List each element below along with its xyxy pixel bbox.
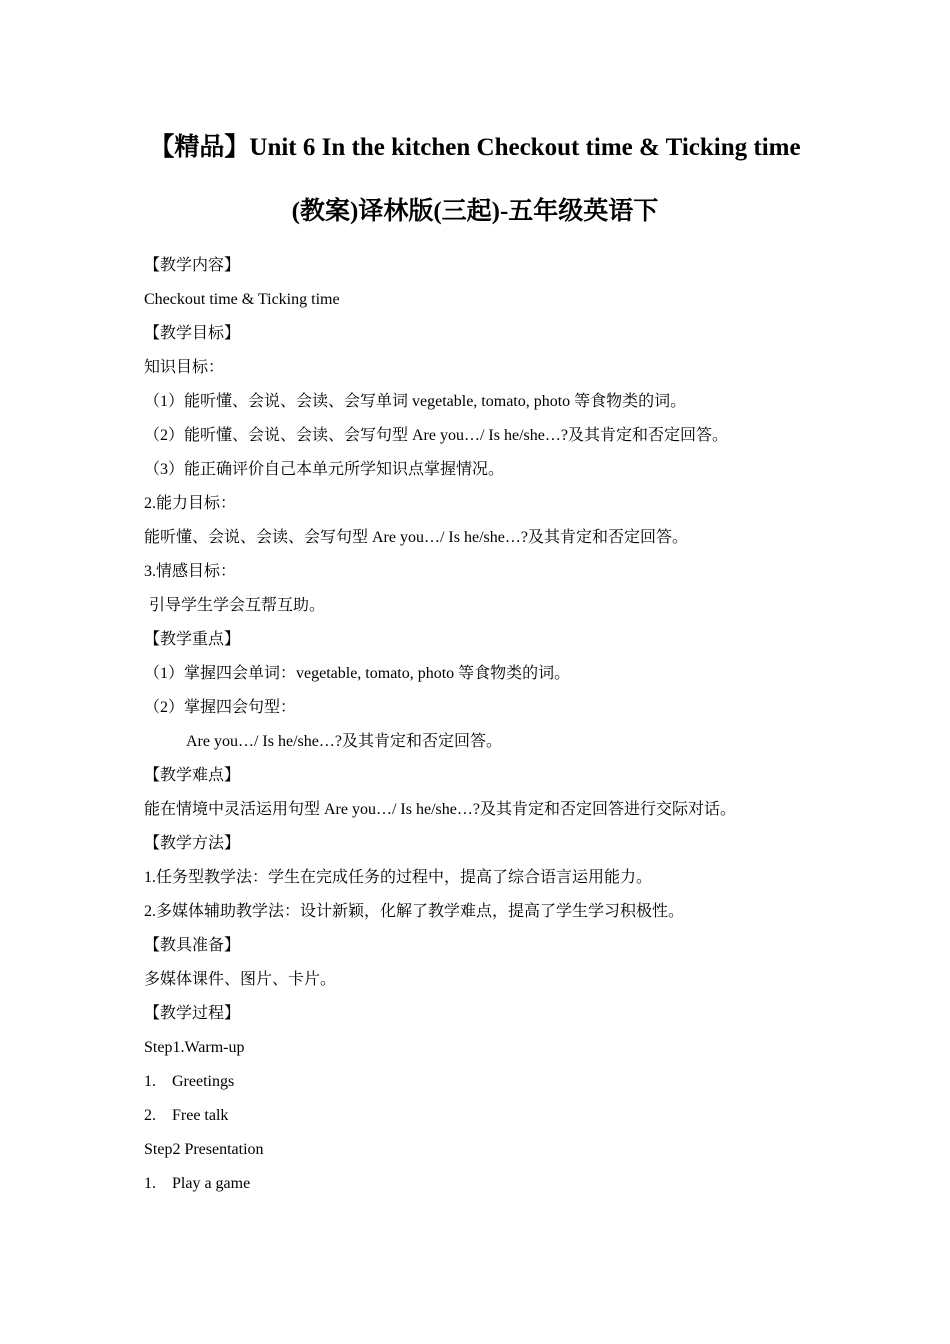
paragraph: 能在情境中灵活运用句型 Are you…/ Is he/she…?及其肯定和否定回答进行交际对话。 xyxy=(144,801,736,818)
section-heading-difficulties: 【教学难点】 xyxy=(144,767,241,784)
list-number: 1. xyxy=(144,1073,156,1090)
paragraph: 能听懂、会说、会读、会写句型 Are you…/ Is he/she…?及其肯定和否定回答。 xyxy=(144,529,688,546)
numbered-list-item xyxy=(144,1102,844,1136)
paragraph: Checkout time & Ticking time xyxy=(144,291,340,308)
step-heading: Step1.Warm-up xyxy=(144,1039,245,1056)
section-heading-teaching-process: 【教学过程】 xyxy=(144,1005,241,1022)
list-item-text: Greetings xyxy=(172,1073,235,1090)
numbered-list-item xyxy=(144,1170,844,1204)
section-heading-key-points: 【教学重点】 xyxy=(144,631,241,648)
paragraph: 知识目标： xyxy=(144,359,225,376)
paragraph: 引导学生学会互帮互助。 xyxy=(149,597,326,614)
document-body xyxy=(144,252,844,1204)
list-item: （1）能听懂、会说、会读、会写单词 vegetable, tomato, photo 等食物类的词。 xyxy=(144,393,687,410)
list-item: 1.任务型教学法：学生在完成任务的过程中，提高了综合语言运用能力。 xyxy=(144,869,653,886)
paragraph: 3.情感目标： xyxy=(144,563,237,580)
section-heading-teaching-methods: 【教学方法】 xyxy=(144,835,241,852)
list-number: 2. xyxy=(144,1107,156,1124)
list-item-text: Free talk xyxy=(172,1107,229,1124)
numbered-list-item xyxy=(144,1068,844,1102)
list-item: （3）能正确评价自己本单元所学知识点掌握情况。 xyxy=(144,461,505,478)
section-heading-teaching-content: 【教学内容】 xyxy=(144,257,241,274)
list-item-text: Play a game xyxy=(172,1175,251,1192)
list-item: 2.多媒体辅助教学法：设计新颖，化解了教学难点，提高了学生学习积极性。 xyxy=(144,903,685,920)
paragraph: 2.能力目标： xyxy=(144,495,237,512)
step-heading: Step2 Presentation xyxy=(144,1141,264,1158)
document-title-line-1: 【精品】Unit 6 In the kitchen Checkout time & Ticking time xyxy=(149,134,801,161)
paragraph: 多媒体课件、图片、卡片。 xyxy=(144,971,337,988)
list-item: （2）能听懂、会说、会读、会写句型 Are you…/ Is he/she…?及其肯定和否定回答。 xyxy=(144,427,728,444)
section-heading-teaching-goals: 【教学目标】 xyxy=(144,325,241,342)
document-title-line-2: (教案)译林版(三起)-五年级英语下 xyxy=(291,198,659,225)
section-heading-teaching-aids: 【教具准备】 xyxy=(144,937,241,954)
paragraph: Are you…/ Is he/she…?及其肯定和否定回答。 xyxy=(186,733,502,750)
list-number: 1. xyxy=(144,1175,156,1192)
list-item: （2）掌握四会句型： xyxy=(144,699,297,716)
list-item: （1）掌握四会单词：vegetable, tomato, photo 等食物类的词。 xyxy=(144,665,571,682)
